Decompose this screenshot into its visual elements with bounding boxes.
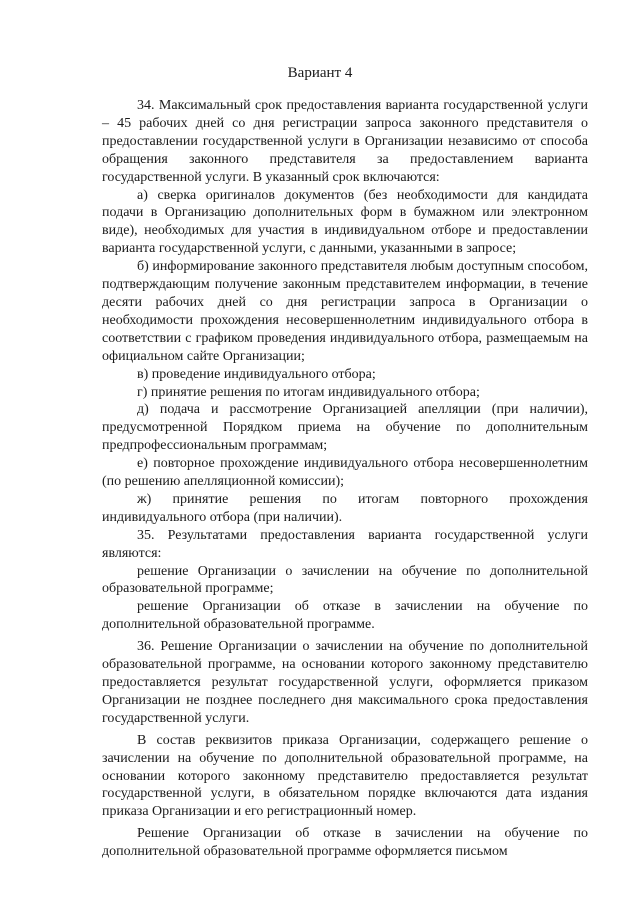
list-item-zh: ж) принятие решения по итогам повторного прохождения индивидуального отбора (при наличии). bbox=[102, 491, 588, 525]
result-decision-enroll: решение Организации о зачислении на обучение по дополнительной образовательной программе; bbox=[102, 563, 588, 597]
list-item-d: д) подача и рассмотрение Организацией апелляции (при наличии), предусмотренной Порядком приема на обучение по дополнительным предпрофессиональным программам; bbox=[102, 402, 588, 454]
list-item-v: в) проведение индивидуального отбора; bbox=[137, 366, 376, 382]
list-item-e: е) повторное прохождение индивидуального отбора несовершеннолетним (по решению апелляционной комиссии); bbox=[102, 456, 588, 490]
paragraph-35: 35. Результатами предоставления варианта государственной услуги являются: bbox=[102, 527, 588, 561]
paragraph-34: 34. Максимальный срок предоставления варианта государственной услуги – 45 рабочих дней со дня регистрации запроса законного представителя о предоставлении государственной услуги в Организации независимо от способа обращения законного представителя за предоставлением варианта государственной услуги. В указанный срок включаются: bbox=[102, 98, 588, 185]
result-decision-refuse: решение Организации об отказе в зачислении на обучение по дополнительной образовательной программе. bbox=[102, 599, 588, 633]
paragraph-36: 36. Решение Организации о зачислении на обучение по дополнительной образовательной программе, на основании которого законному представителю предоставляется результат государственной услуги, оформляется приказом Организации не позднее последнего дня максимального срока предоставления государственной услуги. bbox=[102, 639, 588, 726]
paragraph-refusal-letter: Решение Организации об отказе в зачислении на обучение по дополнительной образовательной программе оформляется письмом bbox=[102, 826, 588, 860]
list-item-a: а) сверка оригиналов документов (без необходимости для кандидата подачи в Организацию дополнительных форм в бумажном или электронном виде), необходимых для участия в индивидуальном отборе и предоставлении варианта государственной услуги, с данными, указанными в запросе; bbox=[102, 187, 588, 257]
section-title: Вариант 4 bbox=[287, 65, 353, 81]
document-body bbox=[102, 97, 588, 861]
list-item-g: г) принятие решения по итогам индивидуального отбора; bbox=[137, 384, 480, 400]
list-item-b: б) информирование законного представителя любым доступным способом, подтверждающим получение законным представителем информации, в течение десяти рабочих дней со дня регистрации запроса в Организации о необходимости прохождения несовершеннолетним индивидуального отбора в соответствии с графиком проведения индивидуального отбора, размещаемым на официальном сайте Организации; bbox=[102, 259, 588, 364]
paragraph-order-details: В состав реквизитов приказа Организации, содержащего решение о зачислении на обучение по дополнительной образовательной программе, на основании которого законному представителю предоставляется результат государственной услуги, в обязательном порядке включаются дата издания приказа Организации и его регистрационный номер. bbox=[102, 732, 588, 820]
